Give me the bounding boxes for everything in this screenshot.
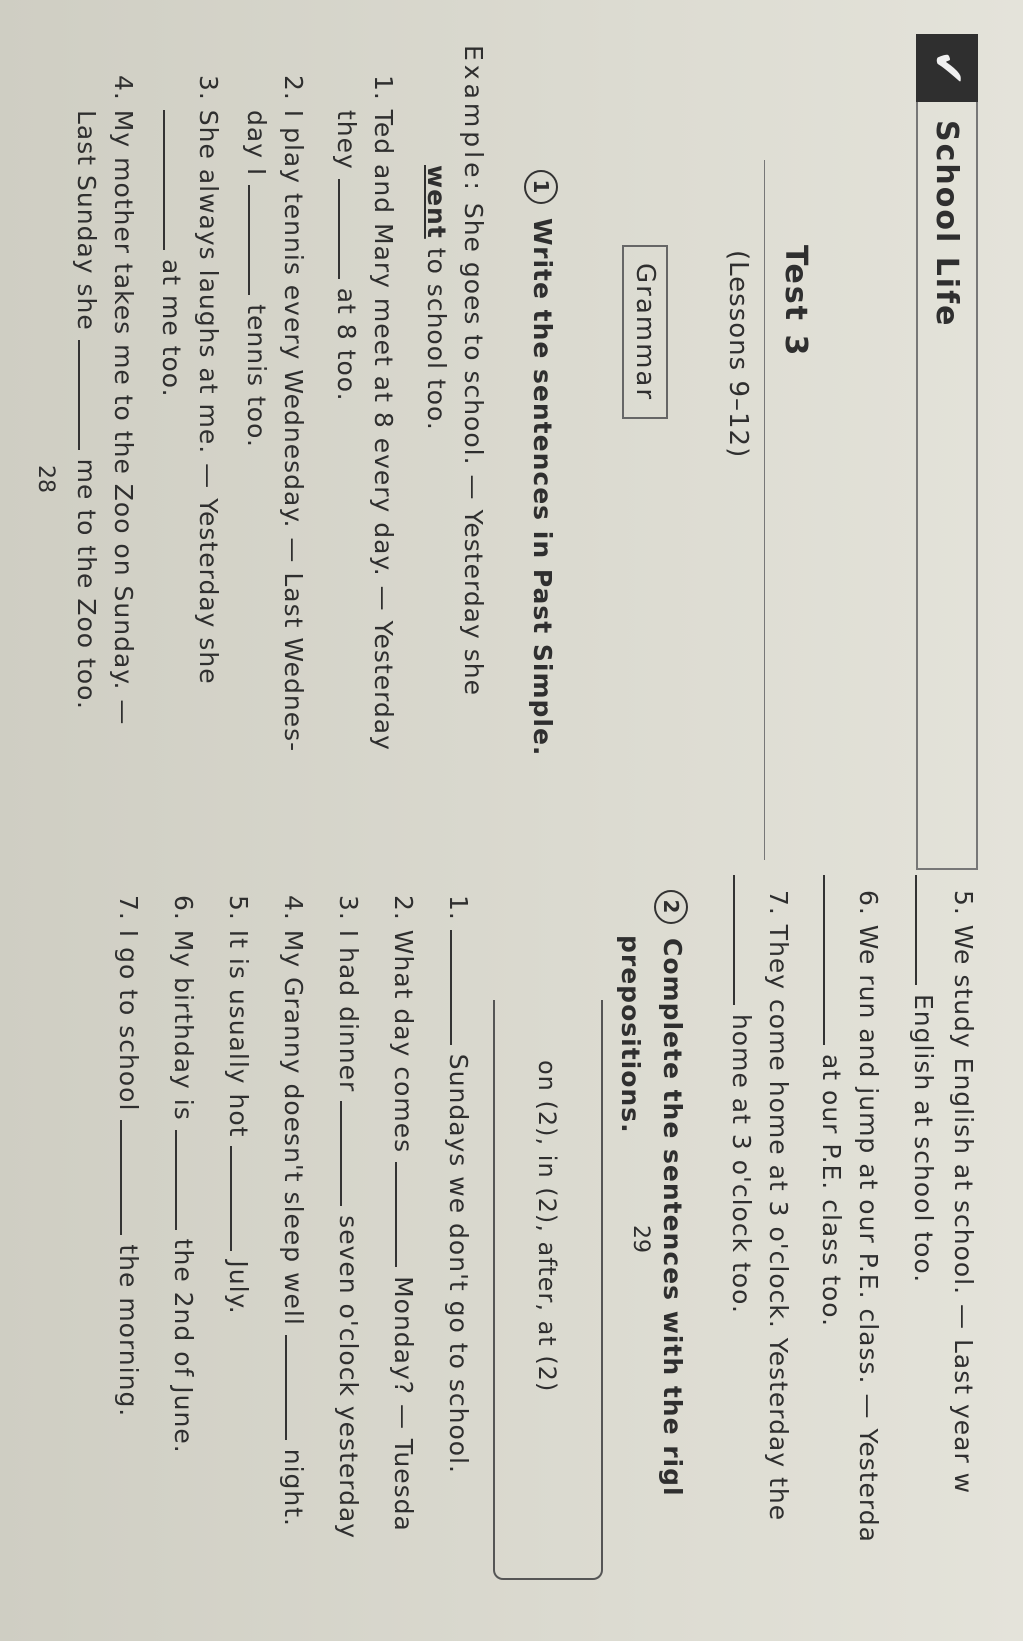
exercise-item: [279, 895, 308, 1527]
answer-blank[interactable]: [338, 179, 340, 279]
item-text: Sundays we don't go to school.: [444, 1053, 473, 1474]
example-line: [459, 45, 488, 696]
divider: [764, 160, 765, 860]
item-text: 3. I had dinner: [334, 895, 363, 1093]
answer-blank[interactable]: [175, 1130, 177, 1230]
item-text: home at 3 o'clock too.: [727, 1013, 756, 1314]
item-text: 7. They come home at 3 o'clock. Yesterday the: [764, 890, 793, 1522]
exercise-item: [169, 895, 198, 1454]
answer-blank[interactable]: [78, 340, 80, 450]
exercise-item-answer: [157, 110, 186, 398]
exercise-item: [279, 75, 308, 752]
item-text: at our P.E. class too.: [817, 1053, 846, 1328]
answer-blank[interactable]: [120, 1120, 122, 1235]
answer-blank[interactable]: [285, 1335, 287, 1440]
task2-instruction-2: prepositions.: [616, 935, 645, 1134]
item-text: at me too.: [157, 258, 186, 398]
item-text: 3. She always laughs at me. — Yesterday she: [194, 75, 223, 685]
exercise-item: [224, 895, 253, 1315]
answer-blank[interactable]: [248, 185, 250, 295]
answer-blank[interactable]: [340, 1101, 342, 1206]
exercise-item-answer: [727, 875, 756, 1314]
example-text-rest: to school too.: [422, 247, 451, 431]
item-text: 5. We study English at school. — Last year w: [949, 890, 978, 1495]
exercise-item: [369, 75, 398, 751]
item-text: 1.: [444, 895, 473, 921]
section-header-banner: [916, 40, 978, 870]
exercise-item: [764, 890, 793, 1521]
item-text: at 8 too.: [332, 287, 361, 402]
answer-blank[interactable]: [823, 875, 825, 1045]
exercise-item-answer: [817, 875, 846, 1327]
exercise-item: [194, 75, 223, 685]
section-title: School Life: [929, 120, 965, 328]
test-title: Test 3: [778, 245, 813, 358]
task2-heading: [654, 890, 688, 1497]
exercise-item: [854, 890, 883, 1543]
exercise-item: [444, 895, 473, 1474]
item-text: Monday? — Tuesda: [389, 1276, 418, 1532]
exercise-item: [114, 895, 143, 1417]
example-line-2: [422, 165, 451, 431]
item-text: tennis too.: [242, 304, 271, 448]
task1-instruction: Write the sentences in Past Simple.: [528, 218, 557, 757]
item-text: 2. I play tennis every Wednesday. — Last Wednes-: [279, 75, 308, 753]
exercise-item-answer: [332, 110, 361, 402]
item-text: Last Sunday she: [72, 110, 101, 331]
item-text: 6. My birthday is: [169, 895, 198, 1121]
word-bank-box: [493, 1000, 603, 1580]
answer-blank[interactable]: [915, 875, 917, 985]
item-text: day I: [242, 110, 271, 177]
page-number-right: 29: [628, 1225, 653, 1253]
exercise-item-answer: [242, 110, 271, 448]
item-text: 6. We run and jump at our P.E. class. — Yesterda: [854, 890, 883, 1543]
item-text: they: [332, 110, 361, 170]
task-number-badge: 1: [524, 170, 558, 204]
item-text: me to the Zoo too.: [72, 458, 101, 710]
item-text: 4. My mother takes me to the Zoo on Sunday. —: [109, 75, 138, 726]
grammar-label: Grammar: [622, 245, 668, 419]
word-bank-text: on (2), in (2), after, at (2): [533, 1060, 561, 1393]
item-text: 1. Ted and Mary meet at 8 every day. — Yesterday: [369, 75, 398, 751]
task-number-badge: 2: [654, 890, 688, 924]
item-text: English at school too.: [909, 993, 938, 1284]
item-text: seven o'clock yesterday: [334, 1215, 363, 1540]
answer-blank[interactable]: [733, 875, 735, 1005]
item-text: 2. What day comes: [389, 895, 418, 1154]
exercise-item: [949, 890, 978, 1494]
answer-blank[interactable]: [163, 110, 165, 250]
test-subtitle: (Lessons 9–12): [723, 250, 753, 459]
exercise-item: [109, 75, 138, 725]
exercise-item-answer: [909, 875, 938, 1283]
item-text: night.: [279, 1448, 308, 1527]
answer-blank[interactable]: [395, 1162, 397, 1267]
example-text: She goes to school. — Yesterday she: [459, 202, 488, 696]
check-icon: ✔: [916, 34, 978, 102]
item-text: 7. I go to school: [114, 895, 143, 1112]
item-text: July.: [224, 1260, 253, 1315]
task2-instruction: Complete the sentences with the rigl: [658, 938, 687, 1497]
exercise-item-answer: [72, 110, 101, 710]
exercise-item: [334, 895, 363, 1539]
answer-blank[interactable]: [230, 1146, 232, 1251]
item-text: the 2nd of June.: [169, 1238, 198, 1454]
example-answer: went: [422, 165, 451, 239]
exercise-item: [389, 895, 418, 1532]
task1-heading: [524, 170, 558, 756]
item-text: 4. My Granny doesn't sleep well: [279, 895, 308, 1326]
answer-blank[interactable]: [450, 930, 452, 1045]
item-text: the morning.: [114, 1244, 143, 1418]
item-text: 5. It is usually hot: [224, 895, 253, 1138]
example-label: Example:: [459, 45, 488, 194]
page-number-left: 28: [33, 465, 58, 493]
